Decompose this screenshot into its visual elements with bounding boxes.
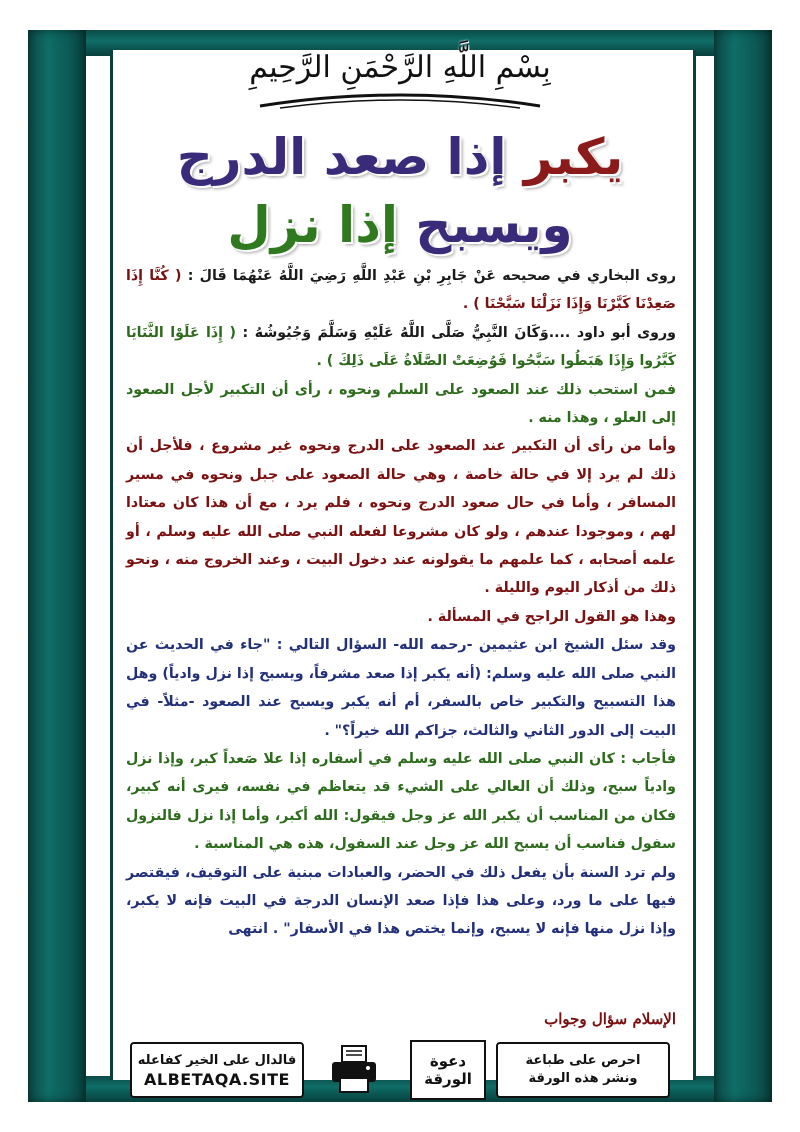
paragraph-answer: فأجاب : كان النبي صلى الله عليه وسلم في أسفاره إذا علا صَعداً كبر، وإذا نزل وادياً سبح، وذلك أن العالي على الشيء قد يتعاظم في نفسه، فيرى أنه كبير، فكان من المناسب أن يكبر الله عز وجل فيقول: الله أكبر، وأما إذا نزل فالنزول سفول فناسب أن يسبح الله عز وجل عند السفول، هذه هي المناسبة . <box>126 750 676 853</box>
footer <box>130 1042 670 1100</box>
site-logo <box>410 1040 486 1100</box>
title-line1-rest: إذا صعد الدرج <box>176 128 507 186</box>
bukhari-intro: روى البخاري في صحيحه عَنْ جَابِرِ بْنِ عَبْدِ اللَّهِ رَضِيَ اللَّهُ عَنْهُمَا قَالَ : <box>181 268 676 284</box>
footer-print-line-2: ونشر هذه الورقة <box>528 1071 638 1086</box>
logo-line-1: دعوة <box>429 1052 467 1070</box>
site-url[interactable]: ALBETAQA.SITE <box>144 1069 290 1089</box>
paragraph-question: وقد سئل الشيخ ابن عثيمين -رحمه الله- السؤال التالي : "جاء في الحديث عن النبي صلى الله عليه وسلم: (أنه يكبر إذا صعد مشرفاً، ويسبح إذا نزل وادياً) وهل هذا التسبيح والتكبير خاص بالسفر، أم أنه يكبر ويسبح عند الصعود -مثلاً- في البيت إلى الدور الثاني والثالث، جزاكم الله خيراً؟" . <box>126 637 676 739</box>
article-body <box>126 262 676 944</box>
basmala-text: بِسْمِ اللَّهِ الرَّحْمَنِ الرَّحِيمِ <box>249 50 551 85</box>
paragraph-bukhari <box>126 262 676 319</box>
paragraph-abu-dawud <box>126 319 676 376</box>
frame-left <box>28 30 86 1102</box>
footer-site-box <box>130 1042 304 1098</box>
title-word-yusabbih: ويسبح <box>415 196 573 254</box>
footer-print-note <box>496 1042 670 1098</box>
basmala-calligraphy <box>240 36 560 114</box>
paragraph-preferred-view: وهذا هو القول الراجح في المسألة . <box>427 608 676 625</box>
title-word-yukabbir: يكبر <box>523 128 624 186</box>
footer-print-line-1: احرص على طباعة <box>525 1053 641 1068</box>
bukhari-hadith: ( كُنَّا إِذَا صَعِدْنَا كَبَّرْنَا وَإِذَا نَزَلْنَا سَبَّحْنَا ) . <box>126 268 676 313</box>
printer-icon <box>326 1042 382 1096</box>
abu-dawud-hadith: ( إِذَا عَلَوْا الثَّنَايَا كَبَّرُوا وَإِذَا هَبَطُوا سَبَّحُوا فَوُضِعَتْ الصَّلَاةُ عَلَى ذَلِكَ ) . <box>126 324 676 370</box>
footer-hadith-line: فالدال على الخير كفاعله <box>137 1052 297 1068</box>
logo-line-2: الورقة <box>424 1070 472 1088</box>
source-credit: الإسلام سؤال وجواب <box>544 1010 676 1028</box>
page-title-line-2 <box>110 194 690 256</box>
paragraph-not-prescribed: وأما من رأى أن التكبير عند الصعود على الدرج ونحوه غير مشروع ، فلأجل أن ذلك لم يرد إلا في حالة خاصة ، وهي حالة الصعود على جبل ونحوه في مسير المسافر ، وأما في حال صعود الدرج ونحوه ، فلم يرد ، مع أن هذا كان معتادا لهم ، وموجودا عندهم ، ولو كان مشروعا لفعله النبي صلى الله عليه وسلم ، أو علمه أصحابه ، كما علمهم ما يقولونه عند دخول البيت ، وعند الخروج منه ، ونحو ذلك من أذكار اليوم والليلة . <box>126 438 676 597</box>
paragraph-recommended: فمن استحب ذلك عند الصعود على السلم ونحوه ، رأى أن التكبير لأجل الصعود إلى العلو ، وهذا منه . <box>126 381 676 427</box>
paragraph-conclusion: ولم ترد السنة بأن يفعل ذلك في الحضر، والعبادات مبنية على التوقيف، فيقتصر فيها على ما ورد، وعلى هذا فإذا صعد الإنسان الدرجة في البيت فإنه لا يكبر، وإذا نزل منها فإنه لا يسبح، وإنما يختص هذا في الأسفار" . انتهى <box>126 864 676 938</box>
basmala-flourish-icon <box>240 36 560 114</box>
frame-right <box>714 30 772 1102</box>
title-line2-rest: إذا نزل <box>227 196 398 254</box>
abu-dawud-intro: وروى أبو داود ....وَكَانَ النَّبِيُّ صَلَّى اللَّهُ عَلَيْهِ وَسَلَّمَ وَجُيُوشُهُ : <box>236 324 676 341</box>
page-title-line-1 <box>110 126 690 188</box>
